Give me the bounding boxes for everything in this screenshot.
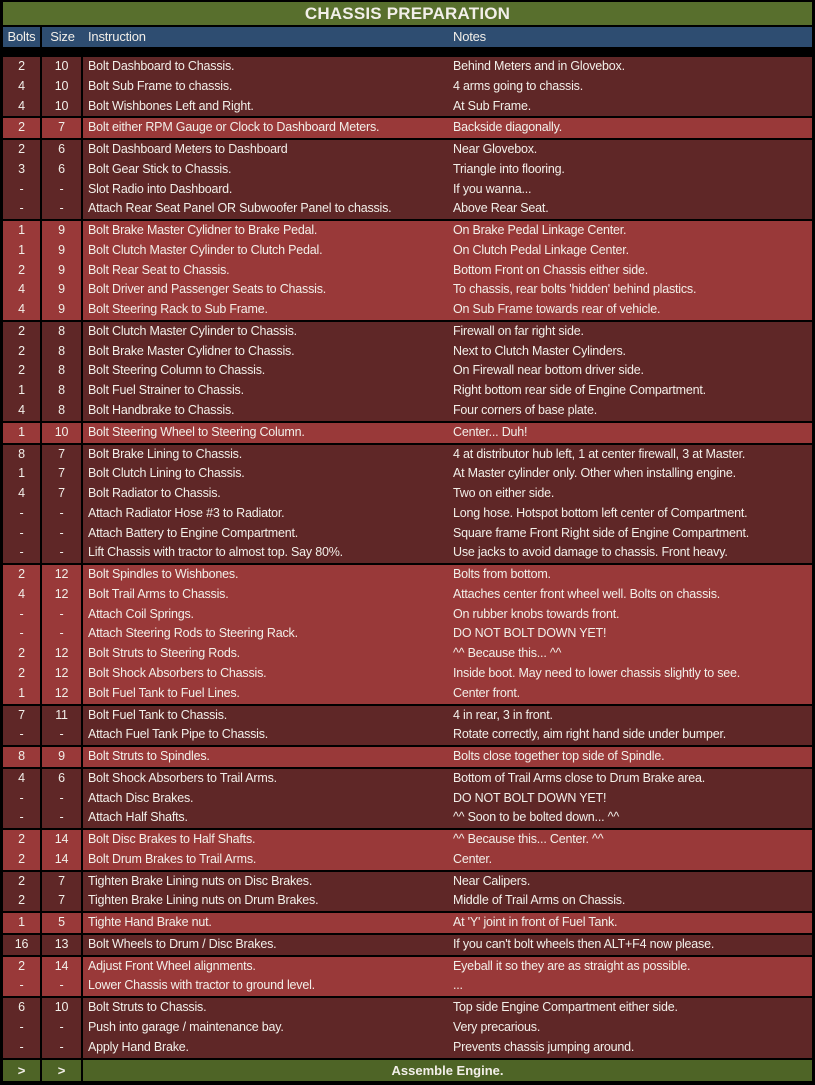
table-row [3, 808, 812, 828]
cell-notes: Backside diagonally. [453, 120, 563, 135]
cell-bolts: 1 [3, 913, 42, 933]
cell-size: 9 [42, 747, 83, 767]
cell-bolts: 1 [3, 684, 42, 704]
row-group [3, 423, 812, 443]
table-row [3, 725, 812, 745]
row-group [3, 998, 812, 1057]
cell-instruction: Bolt Gear Stick to Chassis. [88, 161, 232, 176]
table-row [3, 872, 812, 892]
cell-notes: Use jacks to avoid damage to chassis. Front heavy. [453, 545, 728, 560]
table-row [3, 97, 812, 117]
table-row [3, 850, 812, 870]
cell-bolts: 2 [3, 891, 42, 911]
footer-size-chevron: > [42, 1060, 83, 1081]
cell-instruction: Bolt Brake Master Cylidner to Chassis. [88, 343, 295, 358]
cell-bolts: 4 [3, 585, 42, 605]
cell-instruction: Attach Steering Rods to Steering Rack. [88, 626, 298, 641]
row-group [3, 872, 812, 912]
row-group [3, 935, 812, 955]
cell-instruction: Tighten Brake Lining nuts on Disc Brakes. [88, 873, 313, 888]
cell-notes: Bolts close together top side of Spindle. [453, 749, 665, 764]
cell-instruction: Slot Radio into Dashboard. [88, 181, 233, 196]
cell-notes: At Master cylinder only. Other when installing engine. [453, 466, 736, 481]
cell-instruction: Bolt Clutch Master Cylinder to Clutch Pedal. [88, 242, 323, 257]
cell-size: 14 [42, 850, 83, 870]
cell-bolts: 7 [3, 706, 42, 726]
table-row [3, 464, 812, 484]
cell-size: 6 [42, 160, 83, 180]
cell-bolts: - [3, 1038, 42, 1058]
footer-bolts-chevron: > [3, 1060, 42, 1081]
cell-notes: If you wanna... [453, 181, 532, 196]
cell-bolts: 4 [3, 401, 42, 421]
cell-size: - [42, 1038, 83, 1058]
cell-notes: Long hose. Hotspot bottom left center of Compartment. [453, 505, 748, 520]
cell-instruction: Bolt Fuel Tank to Chassis. [88, 707, 228, 722]
cell-instruction: Bolt either RPM Gauge or Clock to Dashboard Meters. [88, 120, 380, 135]
cell-bolts: - [3, 605, 42, 625]
cell-notes: On Sub Frame towards rear of vehicle. [453, 302, 661, 317]
cell-notes: Bolts from bottom. [453, 567, 551, 582]
cell-bolts: 2 [3, 342, 42, 362]
cell-bolts: 2 [3, 118, 42, 138]
cell-size: - [42, 605, 83, 625]
cell-size: 8 [42, 342, 83, 362]
cell-bolts: 2 [3, 664, 42, 684]
table-row [3, 565, 812, 585]
cell-bolts: 4 [3, 484, 42, 504]
table-row [3, 706, 812, 726]
cell-bolts: 16 [3, 935, 42, 955]
table-row [3, 644, 812, 664]
cell-bolts: 4 [3, 280, 42, 300]
cell-bolts: 2 [3, 850, 42, 870]
row-group [3, 706, 812, 746]
cell-bolts: 8 [3, 445, 42, 465]
cell-notes: At Sub Frame. [453, 98, 531, 113]
cell-notes: DO NOT BOLT DOWN YET! [453, 626, 607, 641]
cell-notes: Bottom Front on Chassis either side. [453, 262, 648, 277]
table-row [3, 830, 812, 850]
cell-size: 8 [42, 361, 83, 381]
cell-bolts: 2 [3, 322, 42, 342]
table-row [3, 957, 812, 977]
cell-size: 12 [42, 565, 83, 585]
table-row [3, 423, 812, 443]
cell-bolts: 1 [3, 423, 42, 443]
table-row [3, 361, 812, 381]
cell-instruction: Bolt Driver and Passenger Seats to Chassis. [88, 282, 327, 297]
cell-instruction: Bolt Steering Wheel to Steering Column. [88, 424, 305, 439]
table-body [3, 57, 812, 1058]
table-row [3, 524, 812, 544]
row-group [3, 830, 812, 870]
table-row [3, 1018, 812, 1038]
cell-size: - [42, 789, 83, 809]
table-row [3, 769, 812, 789]
cell-bolts: - [3, 1018, 42, 1038]
cell-instruction: Attach Rear Seat Panel OR Subwoofer Panel to chassis. [88, 201, 392, 216]
cell-size: - [42, 725, 83, 745]
cell-instruction: Attach Coil Springs. [88, 606, 194, 621]
cell-instruction: Bolt Brake Master Cylidner to Brake Pedal. [88, 223, 318, 238]
table-row [3, 381, 812, 401]
table-row [3, 935, 812, 955]
cell-size: 9 [42, 261, 83, 281]
cell-notes: Square frame Front Right side of Engine Compartment. [453, 525, 749, 540]
cell-size: - [42, 1018, 83, 1038]
cell-bolts: 6 [3, 998, 42, 1018]
table-row [3, 891, 812, 911]
page-title: CHASSIS PREPARATION [3, 2, 812, 25]
table-row [3, 976, 812, 996]
cell-notes: Behind Meters and in Glovebox. [453, 59, 625, 73]
table-row [3, 241, 812, 261]
cell-notes: Four corners of base plate. [453, 403, 597, 418]
cell-notes: Above Rear Seat. [453, 201, 549, 216]
cell-notes: ^^ Because this... Center. ^^ [453, 832, 604, 847]
cell-notes: Two on either side. [453, 486, 555, 501]
cell-instruction: Bolt Radiator to Chassis. [88, 486, 221, 501]
cell-instruction: Bolt Handbrake to Chassis. [88, 403, 235, 418]
table-row [3, 261, 812, 281]
cell-bolts: 3 [3, 160, 42, 180]
cell-notes: Next to Clutch Master Cylinders. [453, 343, 626, 358]
cell-instruction: Lower Chassis with tractor to ground level. [88, 978, 315, 993]
cell-instruction: Lift Chassis with tractor to almost top. Say 80%. [88, 545, 343, 560]
table-row [3, 221, 812, 241]
cell-bolts: 2 [3, 140, 42, 160]
cell-size: 7 [42, 891, 83, 911]
cell-size: 8 [42, 322, 83, 342]
cell-notes: Firewall on far right side. [453, 323, 584, 338]
cell-bolts: - [3, 199, 42, 219]
cell-bolts: - [3, 543, 42, 563]
row-group [3, 57, 812, 116]
cell-notes: ^^ Because this... ^^ [453, 646, 562, 661]
cell-bolts: 4 [3, 77, 42, 97]
cell-size: 9 [42, 221, 83, 241]
table-row [3, 684, 812, 704]
cell-instruction: Bolt Dashboard to Chassis. [88, 59, 235, 73]
cell-size: 10 [42, 998, 83, 1018]
cell-size: 9 [42, 241, 83, 261]
cell-instruction: Bolt Trail Arms to Chassis. [88, 586, 229, 601]
table-row [3, 77, 812, 97]
cell-notes: Attaches center front wheel well. Bolts on chassis. [453, 586, 721, 601]
cell-size: 7 [42, 118, 83, 138]
cell-notes: Very precarious. [453, 1019, 541, 1034]
cell-size: 12 [42, 664, 83, 684]
cell-size: 10 [42, 423, 83, 443]
cell-instruction: Attach Disc Brakes. [88, 790, 194, 805]
cell-size: - [42, 180, 83, 200]
cell-size: - [42, 808, 83, 828]
cell-size: 13 [42, 935, 83, 955]
cell-size: 7 [42, 445, 83, 465]
cell-notes: Right bottom rear side of Engine Compartment. [453, 383, 706, 398]
table-row [3, 160, 812, 180]
cell-size: - [42, 976, 83, 996]
cell-size: 7 [42, 484, 83, 504]
cell-bolts: 2 [3, 830, 42, 850]
cell-notes: On Clutch Pedal Linkage Center. [453, 242, 629, 257]
cell-notes: Rotate correctly, aim right hand side under bumper. [453, 727, 727, 742]
table-row [3, 605, 812, 625]
cell-instruction: Bolt Wheels to Drum / Disc Brakes. [88, 936, 277, 951]
cell-bolts: 2 [3, 361, 42, 381]
cell-instruction: Bolt Fuel Strainer to Chassis. [88, 383, 244, 398]
row-group [3, 747, 812, 767]
table-row [3, 180, 812, 200]
cell-size: 10 [42, 77, 83, 97]
cell-bolts: 4 [3, 300, 42, 320]
cell-bolts: 8 [3, 747, 42, 767]
cell-notes: On rubber knobs towards front. [453, 606, 620, 621]
cell-notes: 4 at distributor hub left, 1 at center firewall, 3 at Master. [453, 446, 746, 461]
cell-notes: Center front. [453, 685, 520, 700]
table-row [3, 585, 812, 605]
cell-size: 11 [42, 706, 83, 726]
cell-size: 7 [42, 464, 83, 484]
cell-bolts: 4 [3, 769, 42, 789]
cell-notes: Bottom of Trail Arms close to Drum Brake area. [453, 770, 706, 785]
cell-bolts: 2 [3, 872, 42, 892]
column-header-instruction: Instruction [88, 29, 146, 44]
table-row [3, 789, 812, 809]
cell-bolts: 4 [3, 97, 42, 117]
cell-instruction: Bolt Sub Frame to chassis. [88, 78, 233, 93]
cell-size: 12 [42, 644, 83, 664]
cell-size: 10 [42, 57, 83, 77]
cell-notes: On Firewall near bottom driver side. [453, 363, 644, 378]
cell-bolts: - [3, 624, 42, 644]
table-row [3, 484, 812, 504]
cell-notes: Near Glovebox. [453, 142, 538, 157]
cell-bolts: 1 [3, 464, 42, 484]
cell-notes: Center. [453, 851, 492, 866]
cell-size: 5 [42, 913, 83, 933]
cell-size: 6 [42, 140, 83, 160]
table-row [3, 300, 812, 320]
cell-instruction: Adjust Front Wheel alignments. [88, 958, 256, 973]
cell-instruction: Attach Half Shafts. [88, 810, 188, 825]
cell-instruction: Bolt Struts to Spindles. [88, 749, 210, 764]
cell-size: 10 [42, 97, 83, 117]
cell-size: - [42, 199, 83, 219]
cell-notes: Middle of Trail Arms on Chassis. [453, 893, 626, 908]
row-group [3, 565, 812, 703]
row-group [3, 221, 812, 320]
row-group [3, 957, 812, 997]
cell-instruction: Bolt Clutch Master Cylinder to Chassis. [88, 323, 297, 338]
cell-size: 14 [42, 830, 83, 850]
cell-instruction: Push into garage / maintenance bay. [88, 1019, 284, 1034]
cell-instruction: Bolt Spindles to Wishbones. [88, 567, 239, 582]
column-header-size: Size [50, 29, 75, 44]
cell-notes: At 'Y' joint in front of Fuel Tank. [453, 915, 618, 930]
table-row [3, 57, 812, 77]
cell-size: 12 [42, 585, 83, 605]
cell-bolts: - [3, 504, 42, 524]
cell-bolts: - [3, 976, 42, 996]
cell-size: 8 [42, 381, 83, 401]
cell-bolts: - [3, 725, 42, 745]
cell-size: 8 [42, 401, 83, 421]
cell-bolts: 1 [3, 221, 42, 241]
cell-notes: If you can't bolt wheels then ALT+F4 now please. [453, 936, 715, 951]
cell-notes: Triangle into flooring. [453, 161, 565, 176]
cell-size: 6 [42, 769, 83, 789]
cell-bolts: 2 [3, 644, 42, 664]
row-group [3, 913, 812, 933]
table-row [3, 140, 812, 160]
row-group [3, 769, 812, 828]
table-row [3, 998, 812, 1018]
cell-instruction: Bolt Steering Column to Chassis. [88, 363, 266, 378]
cell-notes: To chassis, rear bolts 'hidden' behind plastics. [453, 282, 697, 297]
cell-size: 9 [42, 280, 83, 300]
cell-bolts: - [3, 808, 42, 828]
cell-instruction: Bolt Steering Rack to Sub Frame. [88, 302, 268, 317]
cell-instruction: Bolt Disc Brakes to Half Shafts. [88, 832, 256, 847]
cell-notes: Prevents chassis jumping around. [453, 1039, 635, 1054]
cell-size: - [42, 624, 83, 644]
cell-bolts: 2 [3, 957, 42, 977]
cell-bolts: - [3, 789, 42, 809]
table-row [3, 445, 812, 465]
cell-instruction: Bolt Fuel Tank to Fuel Lines. [88, 685, 240, 700]
cell-bolts: 2 [3, 261, 42, 281]
cell-size: - [42, 524, 83, 544]
cell-notes: ... [453, 978, 463, 993]
cell-instruction: Tighte Hand Brake nut. [88, 915, 212, 930]
table-row [3, 342, 812, 362]
table-row [3, 543, 812, 563]
cell-size: - [42, 504, 83, 524]
cell-size: - [42, 543, 83, 563]
cell-notes: Eyeball it so they are as straight as possible. [453, 958, 691, 973]
column-header-notes: Notes [453, 29, 486, 44]
column-header-row [3, 27, 812, 47]
table-row [3, 199, 812, 219]
cell-bolts: - [3, 180, 42, 200]
table-row [3, 913, 812, 933]
cell-instruction: Attach Radiator Hose #3 to Radiator. [88, 505, 285, 520]
cell-size: 9 [42, 300, 83, 320]
cell-bolts: 2 [3, 565, 42, 585]
cell-instruction: Bolt Wishbones Left and Right. [88, 98, 254, 113]
cell-instruction: Tighten Brake Lining nuts on Drum Brakes. [88, 893, 319, 908]
cell-notes: 4 in rear, 3 in front. [453, 707, 553, 722]
cell-instruction: Bolt Rear Seat to Chassis. [88, 262, 230, 277]
cell-instruction: Apply Hand Brake. [88, 1039, 189, 1054]
cell-bolts: 1 [3, 241, 42, 261]
cell-instruction: Attach Battery to Engine Compartment. [88, 525, 299, 540]
row-group [3, 140, 812, 219]
cell-notes: 4 arms going to chassis. [453, 78, 583, 93]
row-group [3, 445, 812, 564]
table-row [3, 322, 812, 342]
table-row [3, 747, 812, 767]
footer-row-assemble-engine [3, 1060, 812, 1081]
cell-instruction: Bolt Shock Absorbers to Chassis. [88, 665, 267, 680]
cell-instruction: Bolt Clutch Lining to Chassis. [88, 466, 245, 481]
cell-bolts: 1 [3, 381, 42, 401]
row-group [3, 118, 812, 138]
cell-instruction: Attach Fuel Tank Pipe to Chassis. [88, 727, 269, 742]
cell-instruction: Bolt Struts to Steering Rods. [88, 646, 240, 661]
table-row [3, 624, 812, 644]
row-group [3, 322, 812, 421]
table-row [3, 504, 812, 524]
cell-size: 7 [42, 872, 83, 892]
cell-instruction: Bolt Drum Brakes to Trail Arms. [88, 851, 257, 866]
table-row [3, 1038, 812, 1058]
cell-bolts: 2 [3, 57, 42, 77]
cell-instruction: Bolt Brake Lining to Chassis. [88, 446, 243, 461]
cell-notes: DO NOT BOLT DOWN YET! [453, 790, 607, 805]
cell-instruction: Bolt Struts to Chassis. [88, 1000, 207, 1015]
cell-instruction: Bolt Dashboard Meters to Dashboard [88, 142, 288, 157]
cell-notes: Center... Duh! [453, 424, 528, 439]
cell-notes: Near Calipers. [453, 873, 531, 888]
cell-notes: On Brake Pedal Linkage Center. [453, 223, 627, 238]
cell-notes: Inside boot. May need to lower chassis slightly to see. [453, 665, 741, 680]
table-row [3, 401, 812, 421]
cell-size: 12 [42, 684, 83, 704]
table-row [3, 664, 812, 684]
cell-size: 14 [42, 957, 83, 977]
cell-notes: Top side Engine Compartment either side. [453, 1000, 678, 1015]
column-header-bolts: Bolts [3, 27, 42, 47]
cell-instruction: Bolt Shock Absorbers to Trail Arms. [88, 770, 277, 785]
cell-notes: ^^ Soon to be bolted down... ^^ [453, 810, 619, 825]
footer-label: Assemble Engine. [391, 1062, 504, 1078]
table-row [3, 280, 812, 300]
table-row [3, 118, 812, 138]
cell-bolts: - [3, 524, 42, 544]
